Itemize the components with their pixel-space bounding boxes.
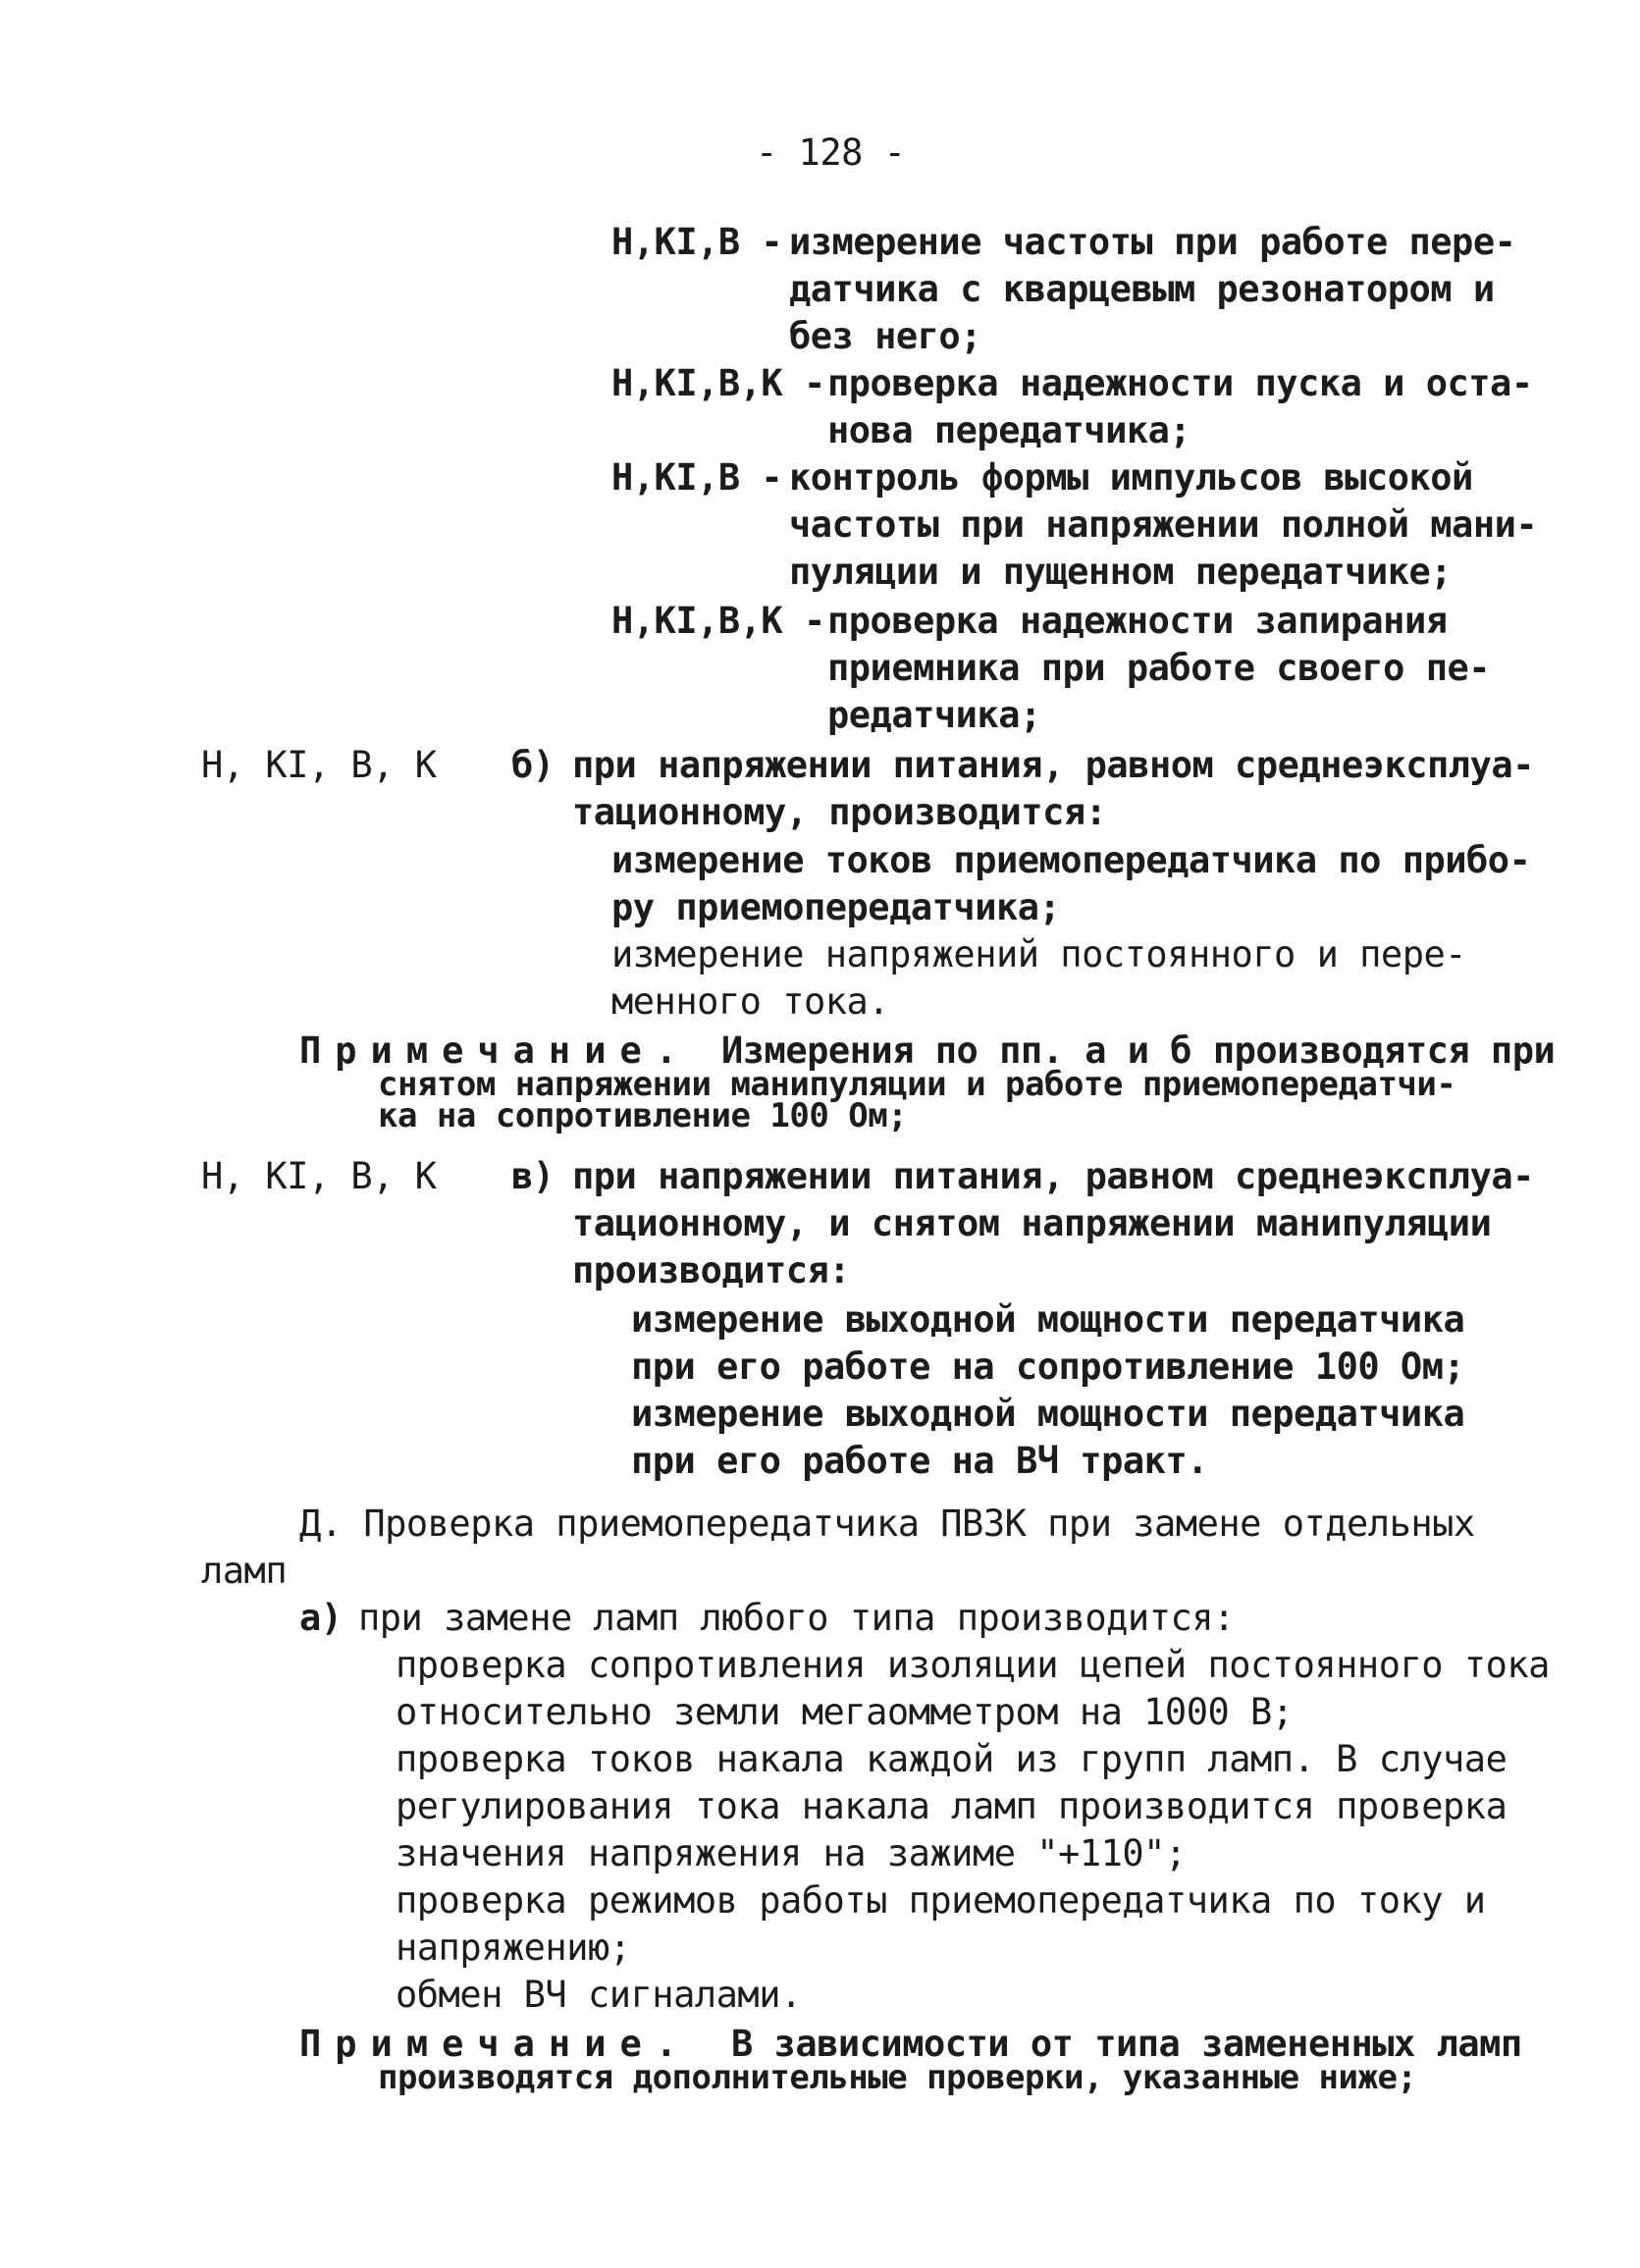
- section-v-subitem: измерение выходной мощности передатчика: [631, 1298, 1465, 1341]
- note-label: Примечание.: [299, 1029, 692, 1072]
- item-code: Н,КІ,В,К -: [611, 362, 825, 404]
- section-d-subitem: относительно земли мегаомметром на 1000 В;: [396, 1691, 1294, 1733]
- note-text: снятом напряжении манипуляции и работе приемопередатчи-: [378, 1065, 1456, 1104]
- item-code: Н,КІ,В -: [611, 456, 783, 499]
- section-v-text: тационному, и снятом напряжении манипуляции: [572, 1202, 1492, 1244]
- section-d-subitem: регулирования тока накала ламп производится проверка: [396, 1785, 1508, 1827]
- item-text: проверка надежности пуска и оста-: [827, 362, 1533, 404]
- item-text: датчика с кварцевым резонатором и: [789, 268, 1495, 310]
- section-b-subitem: ру приемопередатчика;: [611, 886, 1061, 928]
- section-d-a-text: при замене ламп любого типа производится:: [358, 1597, 1235, 1639]
- section-v-subitem: при его работе на ВЧ тракт.: [631, 1440, 1208, 1482]
- note-label: Примечание.: [299, 2023, 692, 2065]
- note-text: производятся дополнительные проверки, указанные ниже;: [378, 2058, 1417, 2097]
- item-text: частоты при напряжении полной мани-: [789, 503, 1538, 546]
- item-code: Н,КІ,В -: [611, 221, 783, 263]
- section-b-text: при напряжении питания, равном среднеэксплуа-: [572, 744, 1534, 786]
- section-v-subitem: измерение выходной мощности передатчика: [631, 1393, 1465, 1435]
- section-b-subitem: менного тока.: [611, 980, 890, 1023]
- item-text: приемника при работе своего пе-: [827, 647, 1491, 689]
- item-text: пуляции и пущенном передатчике;: [789, 551, 1453, 593]
- item-text: измерение частоты при работе пере-: [789, 221, 1516, 263]
- section-d-subitem: проверка режимов работы приемопередатчика по току и: [396, 1879, 1486, 1922]
- note-text: В зависимости от типа замененных ламп: [731, 2023, 1522, 2065]
- note-text: Измерения по пп. а и б производятся при: [721, 1029, 1556, 1072]
- section-v-codes: Н, КІ, В, К: [201, 1155, 437, 1197]
- section-b-marker: б): [511, 744, 555, 786]
- section-d-subitem: значения напряжения на зажиме "+110";: [396, 1832, 1187, 1874]
- item-code: Н,КІ,В,К -: [611, 600, 825, 642]
- section-v-text: производится:: [572, 1249, 851, 1292]
- section-d-heading-cont: ламп: [201, 1550, 288, 1592]
- section-d-a-marker: а): [299, 1597, 343, 1639]
- section-b-codes: Н, КІ, В, К: [201, 744, 437, 786]
- section-v-subitem: при его работе на сопротивление 100 Ом;: [631, 1345, 1465, 1388]
- item-text: редатчика;: [827, 694, 1041, 736]
- section-d-subitem: напряжению;: [396, 1926, 631, 1969]
- item-text: без него;: [789, 315, 981, 357]
- section-d-subitem: проверка токов накала каждой из групп ламп. В случае: [396, 1738, 1508, 1780]
- section-d-heading: Д. Проверка приемопередатчика ПВЗК при замене отдельных: [299, 1503, 1475, 1545]
- note-text: ка на сопротивление 100 Ом;: [378, 1096, 908, 1135]
- section-b-text: тационному, производится:: [572, 791, 1107, 833]
- page-number: - 128 -: [756, 132, 906, 174]
- item-text: проверка надежности запирания: [827, 600, 1448, 642]
- section-v-text: при напряжении питания, равном среднеэксплуа-: [572, 1155, 1534, 1197]
- item-text: контроль формы импульсов высокой: [789, 456, 1473, 499]
- section-b-subitem: измерение напряжений постоянного и пере-: [611, 933, 1467, 976]
- section-d-subitem: обмен ВЧ сигналами.: [396, 1974, 802, 2016]
- item-text: нова передатчика;: [827, 409, 1191, 451]
- section-b-subitem: измерение токов приемопередатчика по прибо-: [611, 839, 1531, 881]
- section-v-marker: в): [511, 1155, 555, 1197]
- section-d-subitem: проверка сопротивления изоляции цепей постоянного тока: [396, 1644, 1550, 1686]
